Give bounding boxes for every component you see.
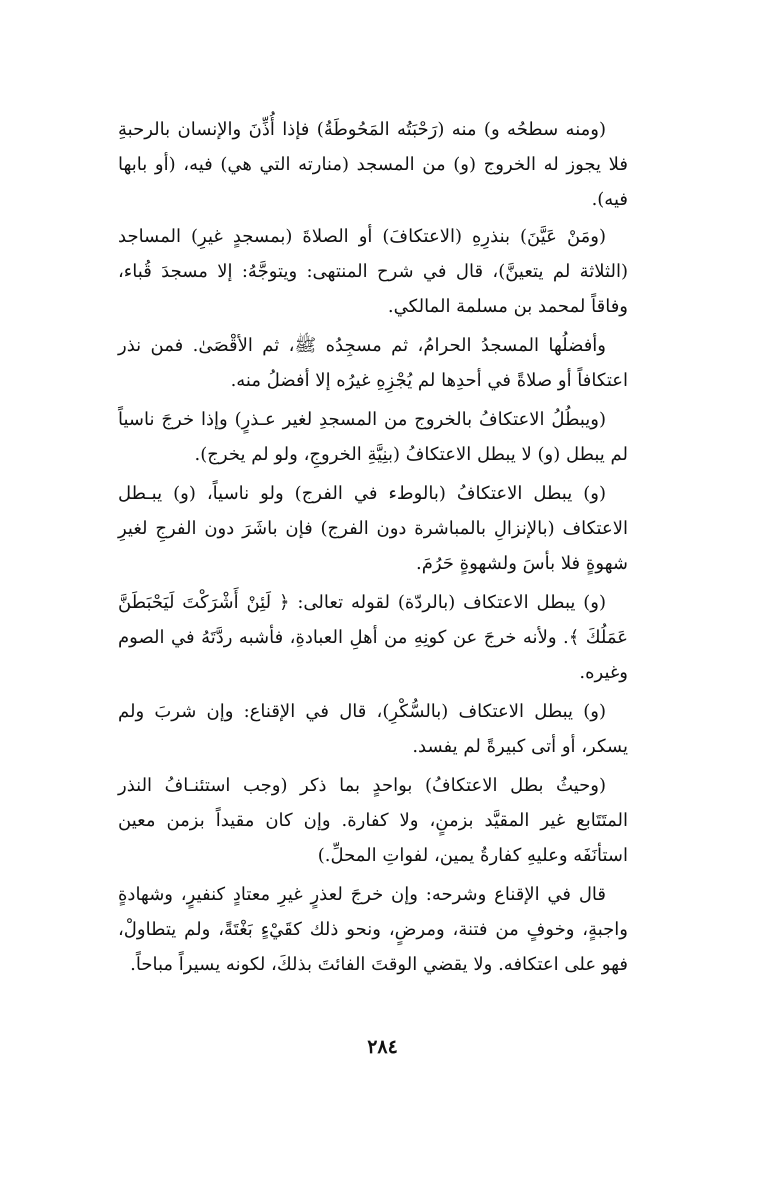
paragraph: (و) يبطل الاعتكاف (بالسُّكْرِ)، قال في الإقناع: وإن شربَ ولم يسكر، أو أتى كبيرةً لم يفسد. — [118, 701, 628, 757]
paragraph: قال في الإقناع وشرحه: وإن خرجَ لعذرٍ غيرِ معتادٍ كنفيرٍ، وشهادةٍ واجبةٍ، وخوفٍ من فتنة، ومرضٍ، ونحو ذلك كقَيْءٍ بَغْتَةً، ولم يتطاولْ، فهو على اعتكافه. ولا يقضي الوقتَ الفائتَ بذلكَ، لكونه يسيراً مباحاً. — [118, 884, 628, 975]
paragraph: (و) يبطل الاعتكافُ (بالوطء في الفرج) ولو ناسياً، (و) يبـطل الاعتكاف (بالإنزالِ بالمباشرة دون الفرج) فإن باشَرَ دون الفرجِ لغيرِ شهوةٍ فلا بأسَ ولشهوةٍ حَرُمَ. — [118, 483, 628, 574]
document-page — [118, 112, 628, 1112]
paragraph: (ومنه سطحُه و) منه (رَحْبَتُه المَحُوطَةُ) فإذا أُذِّنَ والإنسان بالرحبةِ فلا يجوز له الخروج (و) من المسجد (منارته التي هي) فيه، (أو بابها فيه). — [118, 119, 628, 210]
paragraph: (و) يبطل الاعتكاف (بالردّة) لقوله تعالى: ﴿ لَئِنْ أَشْرَكْتَ لَيَحْبَطَنَّ عَمَلُكَ ﴾. ولأنه خرجَ عن كونِهِ من أهلِ العبادةِ، فأشبه ردَّتَهُ في الصوم وغيره. — [118, 592, 628, 683]
paragraph: (ويبطُلُ الاعتكافُ بالخروج من المسجدِ لغير عـذرٍ) وإذا خرجَ ناسياً لم يبطل (و) لا يبطل الاعتكافُ (بنِيَّةِ الخروجِ، ولو لم يخرج). — [118, 409, 628, 465]
paragraph: وأفضلُها المسجدُ الحرامُ، ثم مسجِدُه ﷺ، ثم الأقْصَىٰ. فمن نذر اعتكافاً أو صلاةً في أحدِها لم يُجْزِهِ غيرُه إلا أفضلُ منه. — [118, 335, 628, 391]
paragraph: (وحيثُ بطل الاعتكافُ) بواحدٍ بما ذكر (وجب استئنـافُ النذر المتَتَابع غير المقيَّد بزمنٍ، ولا كفارة. وإن كان مقيداً بزمن معين استأنَفَه وعليهِ كفارةُ يمين، لفواتِ المحلِّ.) — [118, 775, 628, 866]
paragraph: (ومَنْ عَيَّنَ) بنذرِهِ (الاعتكافَ) أو الصلاةَ (بمسجدٍ غيرِ) المساجد (الثلاثة لم يتعينَّ)، قال في شرح المنتهى: ويتوجَّهُ: إلا مسجدَ قُباء، وفاقاً لمحمد بن مسلمة المالكي. — [118, 226, 628, 317]
page-number: ٢٨٤ — [367, 1036, 398, 1058]
